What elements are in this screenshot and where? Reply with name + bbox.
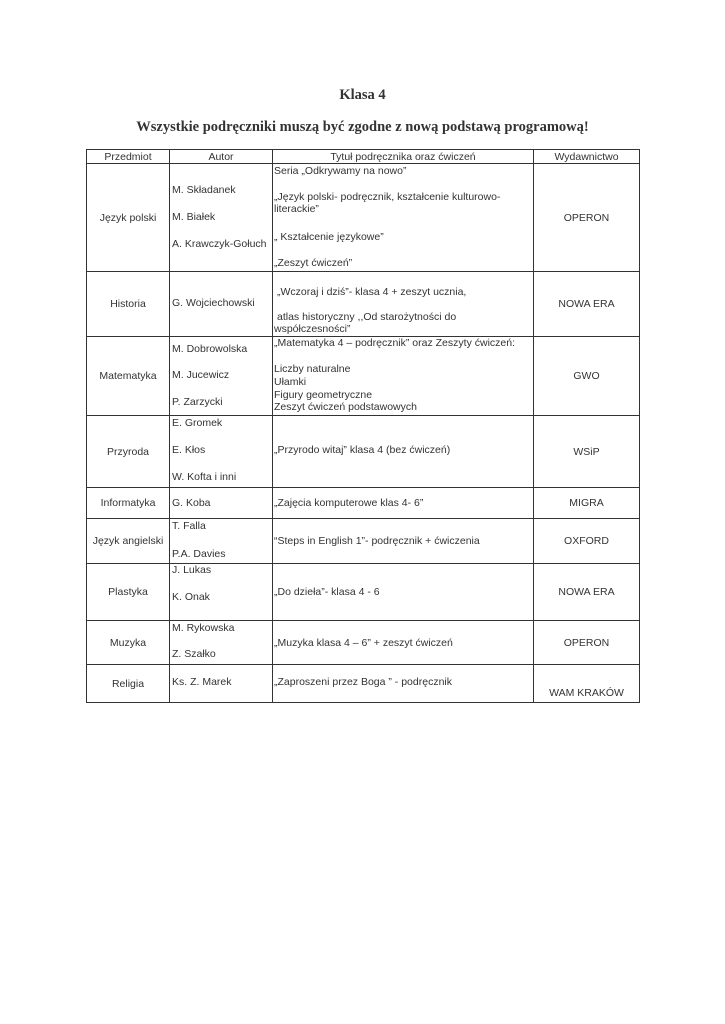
header-subject: Przedmiot [87, 150, 170, 164]
subject-cell: Informatyka [87, 488, 170, 519]
title-cell [273, 164, 534, 272]
subject-cell: Historia [87, 272, 170, 337]
title-line: „Język polski- podręcznik, kształcenie kulturowo-literackie” [274, 191, 501, 215]
header-author: Autor [170, 150, 273, 164]
title-line: “Steps in English 1”- podręcznik + ćwiczenia [274, 535, 480, 547]
title-cell [273, 665, 534, 703]
author-name: A. Krawczyk-Gołuch [172, 238, 267, 250]
subject-cell: Plastyka [87, 564, 170, 621]
title-cell [273, 488, 534, 519]
author-name: J. Lukas [172, 564, 212, 576]
title-line: „Zaproszeni przez Boga ” - podręcznik [274, 675, 452, 688]
author-cell [170, 416, 273, 488]
author-cell [170, 488, 273, 519]
title-line: „Do dzieła”- klasa 4 - 6 [274, 586, 380, 598]
table-row [87, 416, 640, 488]
title-line: „Przyrodo witaj” klasa 4 (bez ćwiczeń) [274, 444, 451, 456]
publisher-cell: OPERON [534, 621, 640, 665]
table-row [87, 272, 640, 337]
header-title: Tytuł podręcznika oraz ćwiczeń [273, 150, 534, 164]
author-name: Z. Szałko [172, 648, 216, 660]
author-name: W. Kofta i inni [172, 471, 237, 483]
author-name: K. Onak [172, 591, 210, 603]
author-name: M. Składanek [172, 184, 236, 196]
author-name: T. Falla [172, 520, 206, 532]
author-cell [170, 164, 273, 272]
publisher-cell: WSiP [534, 416, 640, 488]
publisher-cell: WAM KRAKÓW [534, 665, 640, 703]
table-row [87, 519, 640, 564]
title-cell [273, 564, 534, 621]
title-line: „Wczoraj i dziś”- klasa 4 + zeszyt ucznia, [277, 286, 467, 298]
publisher-cell: MIGRA [534, 488, 640, 519]
title-cell [273, 416, 534, 488]
title-cell [273, 337, 534, 416]
table-header-row [87, 150, 640, 164]
author-name: E. Kłos [172, 444, 206, 456]
author-cell [170, 337, 273, 416]
title-line: „Zeszyt ćwiczeń” [274, 257, 353, 269]
title-line: „Muzyka klasa 4 – 6” + zeszyt ćwiczeń [274, 636, 453, 649]
author-name: M. Jucewicz [172, 369, 230, 381]
title-line: Liczby naturalne [274, 363, 351, 375]
table-row [87, 337, 640, 416]
title-cell [273, 272, 534, 337]
table-row [87, 164, 640, 272]
table-row [87, 621, 640, 665]
title-line: Zeszyt ćwiczeń podstawowych [274, 401, 417, 413]
table-row [87, 665, 640, 703]
author-cell [170, 564, 273, 621]
author-name: E. Gromek [172, 417, 223, 429]
title-line: atlas historyczny ,,Od starożytności do współczesności” [274, 311, 457, 335]
author-cell [170, 272, 273, 337]
header-publisher: Wydawnictwo [534, 150, 640, 164]
title-line: „ Kształcenie językowe” [274, 231, 384, 243]
title-cell [273, 519, 534, 564]
table-row [87, 488, 640, 519]
author-name: G. Koba [172, 497, 211, 509]
author-cell [170, 519, 273, 564]
publisher-cell: NOWA ERA [534, 272, 640, 337]
subject-cell: Religia [87, 665, 170, 703]
author-name: G. Wojciechowski [172, 297, 255, 309]
author-name: M. Rykowska [172, 622, 235, 634]
table-row [87, 564, 640, 621]
subject-cell: Matematyka [87, 337, 170, 416]
author-cell [170, 665, 273, 703]
author-name: M. Dobrowolska [172, 343, 248, 355]
author-name: M. Białek [172, 211, 216, 223]
publisher-cell: OXFORD [534, 519, 640, 564]
author-name: P.A. Davies [172, 548, 226, 560]
subject-cell: Język angielski [87, 519, 170, 564]
title-line: Seria „Odkrywamy na nowo” [274, 165, 407, 177]
title-line: Figury geometryczne [274, 389, 373, 401]
publisher-cell: NOWA ERA [534, 564, 640, 621]
author-name: P. Zarzycki [172, 396, 223, 408]
title-line: „Matematyka 4 – podręcznik” oraz Zeszyty ćwiczeń: [274, 337, 515, 349]
page-subtitle: Wszystkie podręczniki muszą być zgodne z nową podstawą programową! [136, 119, 589, 135]
page-title: Klasa 4 [339, 87, 386, 103]
author-name: Ks. Z. Marek [172, 675, 232, 688]
subject-cell: Przyroda [87, 416, 170, 488]
textbook-table [86, 149, 640, 703]
author-cell [170, 621, 273, 665]
title-line: Ułamki [274, 376, 307, 388]
title-line: „Zajęcia komputerowe klas 4- 6” [274, 497, 424, 509]
title-cell [273, 621, 534, 665]
publisher-cell: GWO [534, 337, 640, 416]
publisher-cell: OPERON [534, 164, 640, 272]
subject-cell: Muzyka [87, 621, 170, 665]
subject-cell: Język polski [87, 164, 170, 272]
